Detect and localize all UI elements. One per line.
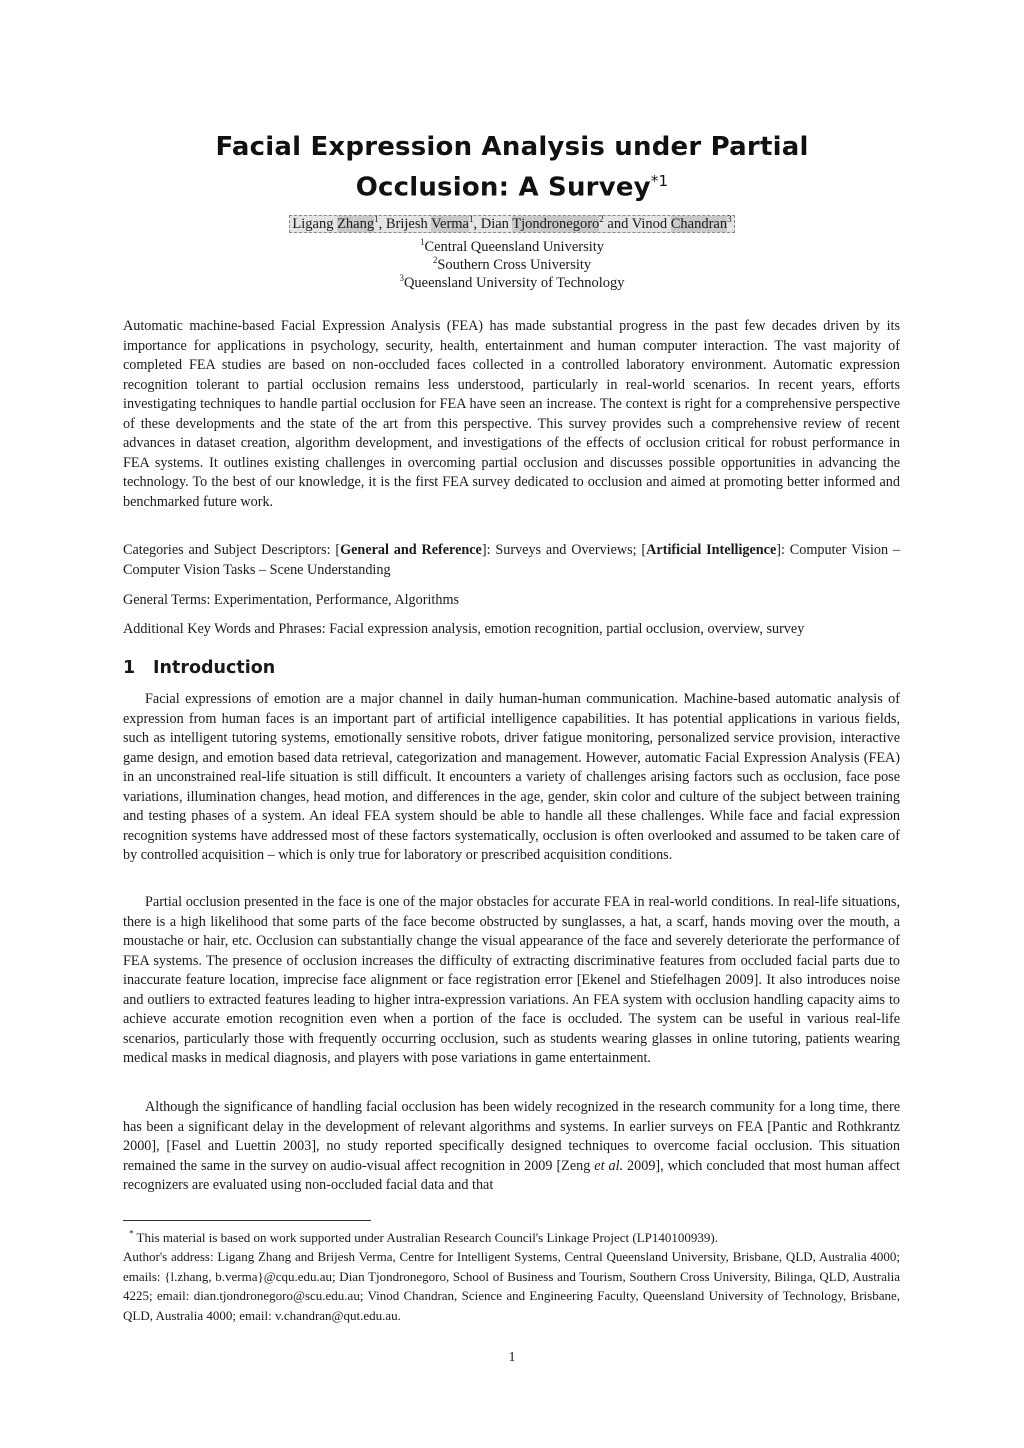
section-number: 1 (123, 658, 136, 678)
affiliation-1: $^1$Central Queensland University (419, 237, 605, 255)
intro-paragraph-1: Facial expressions of emotion are a major channel in daily human-human communication. Machine-based automatic analysis of expression from human faces is an important part of artificial intelligence capabilities. It has potential applications in various fields, such as intelligent tutoring systems, emotionally sensitive robots, driver fatigue monitoring, personalized service provision, interactive game design, and emotion based data retrieval, categorization and management. However, automatic Facial Expression Analysis (FEA) in an unconstrained real-life situation is still difficult. It encounters a variety of challenges arising factors such as occlusion, face pose variations, illumination changes, head motion, and differences in the age, gender, skin color and culture of the subject between training and testing phases of a system. An ideal FEA system should be able to handle all these challenges. While face and facial expression recognition systems have addressed most of these factors systematically, occlusion is often overlooked and assumed to be taken care of by controlled acquisition – which is only true for laboratory or prescribed acquisition conditions. (123, 691, 900, 863)
subject-descriptors: Categories and Subject Descriptors: [General and Reference]: Surveys and Overviews; [Artificial Intelligence]: Computer Vision – Computer Vision Tasks – Scene Understanding (123, 542, 900, 578)
footnote-divider (123, 1220, 371, 1221)
author-4: Vinod Chandran$^3$ (631, 214, 732, 232)
footnote-funding: * This material is based on work supported under Australian Research Council's Linkage Project (LP140100939). (129, 1228, 718, 1245)
author-2: Brijesh Verma$^1$ (385, 214, 474, 232)
section-heading (123, 658, 275, 678)
footnote-author-address: Author's address: Ligang Zhang and Brijesh Verma, Centre for Intelligent Systems, Central Queensland University, Brisbane, QLD, Australia 4000; emails: {l.zhang, b.verma}@cqu.edu.au; Dian Tjondronegoro, School of Business and Tourism, Southern Cross University, Bilinga, QLD, Australia 4225; email: dian.tjondronegoro@scu.edu.au; Vinod Chandran, Science and Engineering Faculty, Queensland University of Technology, Brisbane, QLD, Australia 4000; email: v.chandran@qut.edu.au. (123, 1249, 900, 1323)
author-3: Dian Tjondronegoro$^2$ (480, 214, 604, 232)
intro-paragraph-3: Although the significance of handling facial occlusion has been widely recognized in the research community for a long time, there has been a significant delay in the development of relevant algorithms and systems. In earlier surveys on FEA [Pantic and Rothkrantz 2000], [Fasel and Luettin 2003], no study reported specifically designed techniques to overcome facial occlusion. This situation remained the same in the survey on audio-visual affect recognition in 2009 [Zeng et al. 2009], which concluded that most human affect recognizers are evaluated using non-occluded facial data and that (123, 1099, 900, 1193)
general-terms: General Terms: Experimentation, Performance, Algorithms (123, 592, 459, 608)
page-number: 1 (508, 1350, 516, 1365)
affiliation-2: $^2$Southern Cross University (432, 255, 592, 273)
affiliation-3: $^3$Queensland University of Technology (399, 273, 625, 291)
author-list (0, 214, 1024, 234)
author-1: Ligang Zhang$^1$ (292, 214, 379, 232)
title-footnote-mark: *1 (650, 172, 669, 190)
section-title: Introduction (153, 658, 276, 678)
affiliation-list (0, 238, 1024, 292)
keywords: Additional Key Words and Phrases: Facial expression analysis, emotion recognition, partial occlusion, overview, survey (123, 621, 805, 637)
author-box: Ligang Zhang$^1$, Brijesh Verma$^1$, Dian Tjondronegoro$^2$ and Vinod Chandran$^3$ (289, 215, 734, 233)
abstract: Automatic machine-based Facial Expression Analysis (FEA) has made substantial progress in the past few decades driven by its importance for applications in psychology, security, health, entertainment and human computer interaction. The vast majority of completed FEA studies are based on non-occluded faces collected in a controlled laboratory environment. Automatic expression recognition tolerant to partial occlusion remains less understood, particularly in real-world scenarios. In recent years, efforts investigating techniques to handle partial occlusion for FEA have seen an increase. The context is right for a comprehensive perspective of these developments and the state of the art from this perspective. This survey provides such a comprehensive review of recent advances in dataset creation, algorithm development, and investigations of the effects of occlusion critical for robust performance in FEA systems. It outlines existing challenges in overcoming partial occlusion and discusses possible opportunities in advancing the technology. To the best of our knowledge, it is the first FEA survey dedicated to occlusion and aimed at promoting better informed and benchmarked future work. (123, 318, 900, 510)
paper-title: Facial Expression Analysis under Partial Occlusion: A Survey$^{*1}$ (215, 132, 809, 203)
intro-paragraph-2: Partial occlusion presented in the face is one of the major obstacles for accurate FEA in real-world conditions. In real-life situations, there is a high likelihood that some parts of the face become obstructed by sunglasses, a hat, a scarf, hands moving over the mouth, a moustache or hair, etc. Occlusion can substantially change the visual appearance of the face and severely deteriorate the performance of FEA systems. The presence of occlusion increases the difficulty of extracting discriminative features from occluded facial parts due to inaccurate feature location, imprecise face alignment or face registration error [Ekenel and Stiefelhagen 2009]. It also introduces noise and outliers to extracted features leading to higher intra-expression variations. An FEA system with occlusion handling capacity aims to achieve accurate emotion recognition even when a portion of the face is occluded. The system can be useful in various real-life scenarios, particularly those with frequently occurring occlusion, such as students wearing glasses in online tutoring, patients wearing medical masks in medical diagnosis, and players with pose variations in game entertainment. (123, 894, 900, 1066)
